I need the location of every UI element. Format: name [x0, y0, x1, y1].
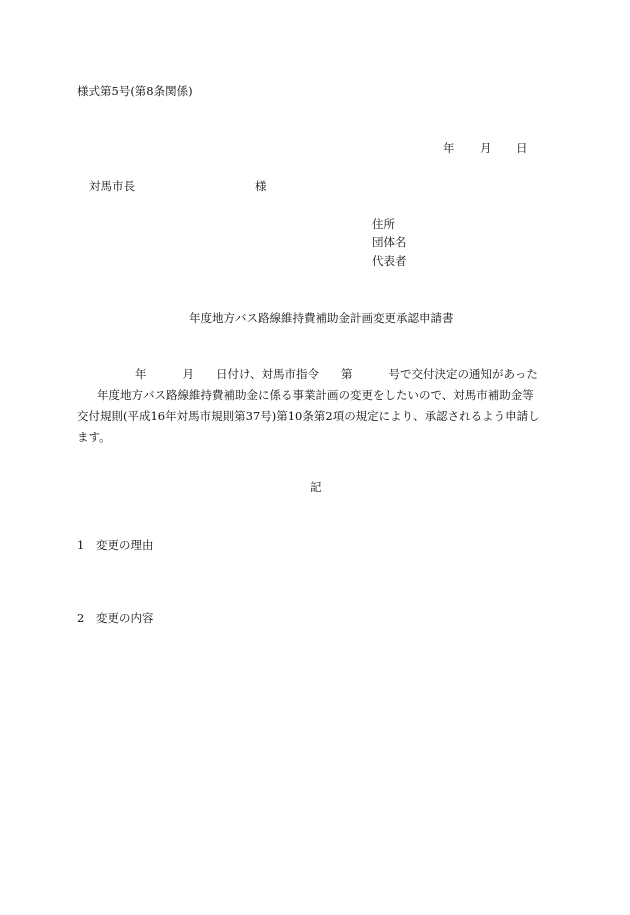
body-year: 年	[135, 367, 147, 381]
date-year: 年	[443, 141, 455, 155]
date-day: 日	[516, 141, 528, 155]
section-2-number: 2	[77, 611, 85, 625]
date-month: 月	[480, 141, 492, 155]
applicant-representative-label: 代表者	[372, 254, 407, 268]
body-line-1-tail: 号で交付決定の通知があった	[388, 367, 538, 381]
section-1-label: 変更の理由	[96, 538, 154, 552]
body-line-1	[77, 364, 555, 385]
section-2-label: 変更の内容	[96, 611, 154, 625]
section-1-number: 1	[77, 538, 85, 552]
document-title: 年度地方バス路線維持費補助金計画変更承認申請書	[189, 311, 454, 325]
body-paragraph	[77, 364, 555, 448]
body-line-3: 交付規則(平成16年対馬市規則第37号)第10条第2項の規定により、承認されるよう申請し	[77, 409, 540, 423]
form-label: 様式第5号(第8条関係)	[77, 84, 193, 98]
body-line-4: ます。	[77, 430, 111, 444]
body-day-ref: 日付け、対馬市指令	[216, 367, 320, 381]
body-month: 月	[182, 367, 194, 381]
body-number-prefix: 第	[341, 367, 353, 381]
body-line-2	[77, 385, 555, 406]
addressee-name: 対馬市長	[89, 179, 135, 193]
addressee-honorific: 様	[255, 179, 267, 193]
body-line-2-text: 年度地方バス路線維持費補助金に係る事業計画の変更をしたいので、対馬市補助金等	[97, 388, 534, 402]
applicant-address-label: 住所	[372, 217, 395, 231]
ki-heading: 記	[310, 480, 322, 494]
applicant-group-label: 団体名	[372, 235, 407, 249]
